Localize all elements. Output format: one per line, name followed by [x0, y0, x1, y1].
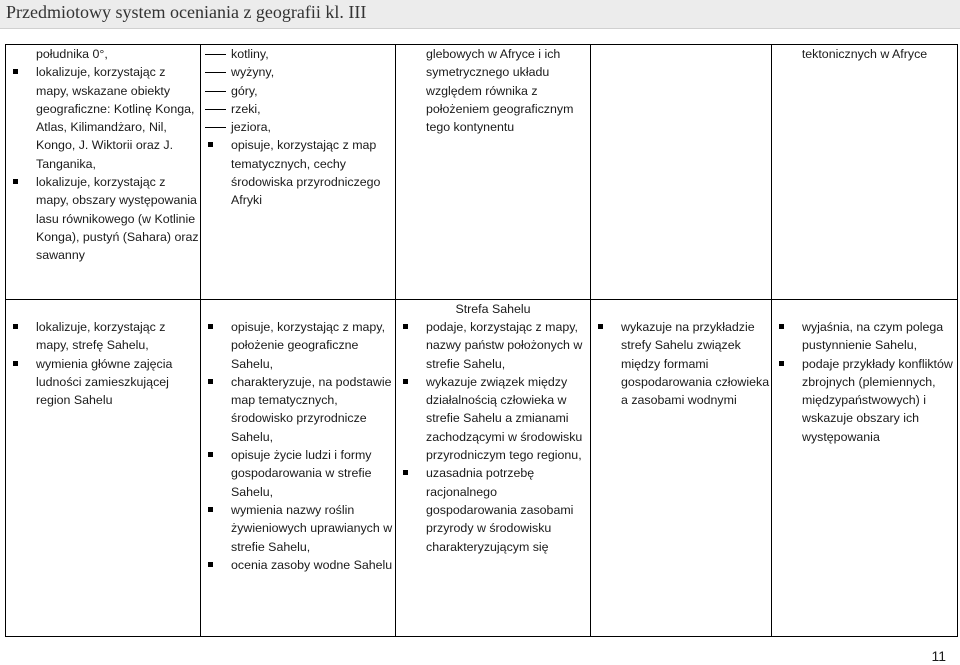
- document-header: [0, 0, 960, 29]
- list-item: jeziora,: [201, 118, 395, 136]
- top-col3-cell: [396, 45, 591, 300]
- list-item: opisuje życie ludzi i formy gospodarowania w strefie Sahelu,: [201, 446, 395, 501]
- top-col1-cell: [6, 45, 201, 300]
- list-item: wyżyny,: [201, 63, 395, 81]
- section-label: Strefa Sahelu: [455, 302, 531, 316]
- page-number: 11: [931, 648, 946, 664]
- list-item: glebowych w Afryce i ich symetrycznego układu względem równika z położeniem geograficznym tego kontynentu: [426, 47, 574, 135]
- top-col2-cell: [201, 45, 396, 300]
- list-item: ocenia zasoby wodne Sahelu: [201, 556, 395, 574]
- list-item: lokalizuje, korzystając z mapy, strefę Sahelu,: [6, 318, 200, 355]
- criteria-table: [5, 44, 958, 637]
- list-item: lokalizuje, korzystając z mapy, obszary występowania lasu równikowego (w Kotlinie Konga), pustyń (Sahara) oraz sawanny: [6, 173, 200, 264]
- bottom-col1-cell: [6, 300, 201, 637]
- list-item: podaje przykłady konfliktów zbrojnych (plemiennych, międzypaństwowych) i wskazuje obszary ich występowania: [772, 355, 957, 446]
- list-item: południka 0°,: [36, 47, 108, 61]
- list-item: wykazuje na przykładzie strefy Sahelu związek między formami gospodarowania człowieka a zasobami wodnymi: [591, 318, 771, 409]
- list-item: lokalizuje, korzystając z mapy, wskazane obiekty geograficzne: Kotlinę Konga, Atlas, Kilimandżaro, Nil, Kongo, J. Wiktorii oraz J. Tanganika,: [6, 63, 200, 173]
- list-item: opisuje, korzystając z mapy, położenie geograficzne Sahelu,: [201, 318, 395, 373]
- list-item: rzeki,: [201, 100, 395, 118]
- list-item: wymienia główne zajęcia ludności zamieszkującej region Sahelu: [6, 355, 200, 410]
- list-item: opisuje, korzystając z map tematycznych, cechy środowiska przyrodniczego Afryki: [201, 136, 395, 209]
- list-item: wymienia nazwy roślin żywieniowych uprawianych w strefie Sahelu,: [201, 501, 395, 556]
- list-item: kotliny,: [201, 45, 395, 63]
- table-row: [6, 45, 958, 300]
- list-item: wyjaśnia, na czym polega pustynnienie Sahelu,: [772, 318, 957, 355]
- list-item: charakteryzuje, na podstawie map tematycznych, środowisko przyrodnicze Sahelu,: [201, 373, 395, 446]
- document-title: Przedmiotowy system oceniania z geografii kl. III: [6, 2, 367, 22]
- list-item: góry,: [201, 82, 395, 100]
- bottom-col5-cell: [772, 300, 958, 637]
- list-item: uzasadnia potrzebę racjonalnego gospodarowania zasobami przyrody w środowisku charakteryzującym się: [396, 464, 590, 555]
- top-col5-cell: tektonicznych w Afryce: [772, 45, 958, 300]
- bottom-col2-cell: [201, 300, 396, 637]
- table-row: [6, 300, 958, 637]
- list-item: wykazuje związek między działalnością człowieka w strefie Sahelu a zmianami zachodzącymi w środowisku przyrodniczym tego regionu,: [396, 373, 590, 464]
- list-item: podaje, korzystając z mapy, nazwy państw położonych w strefie Sahelu,: [396, 318, 590, 373]
- bottom-col4-cell: [591, 300, 772, 637]
- bottom-col3-cell: [396, 300, 591, 637]
- top-col4-cell: [591, 45, 772, 300]
